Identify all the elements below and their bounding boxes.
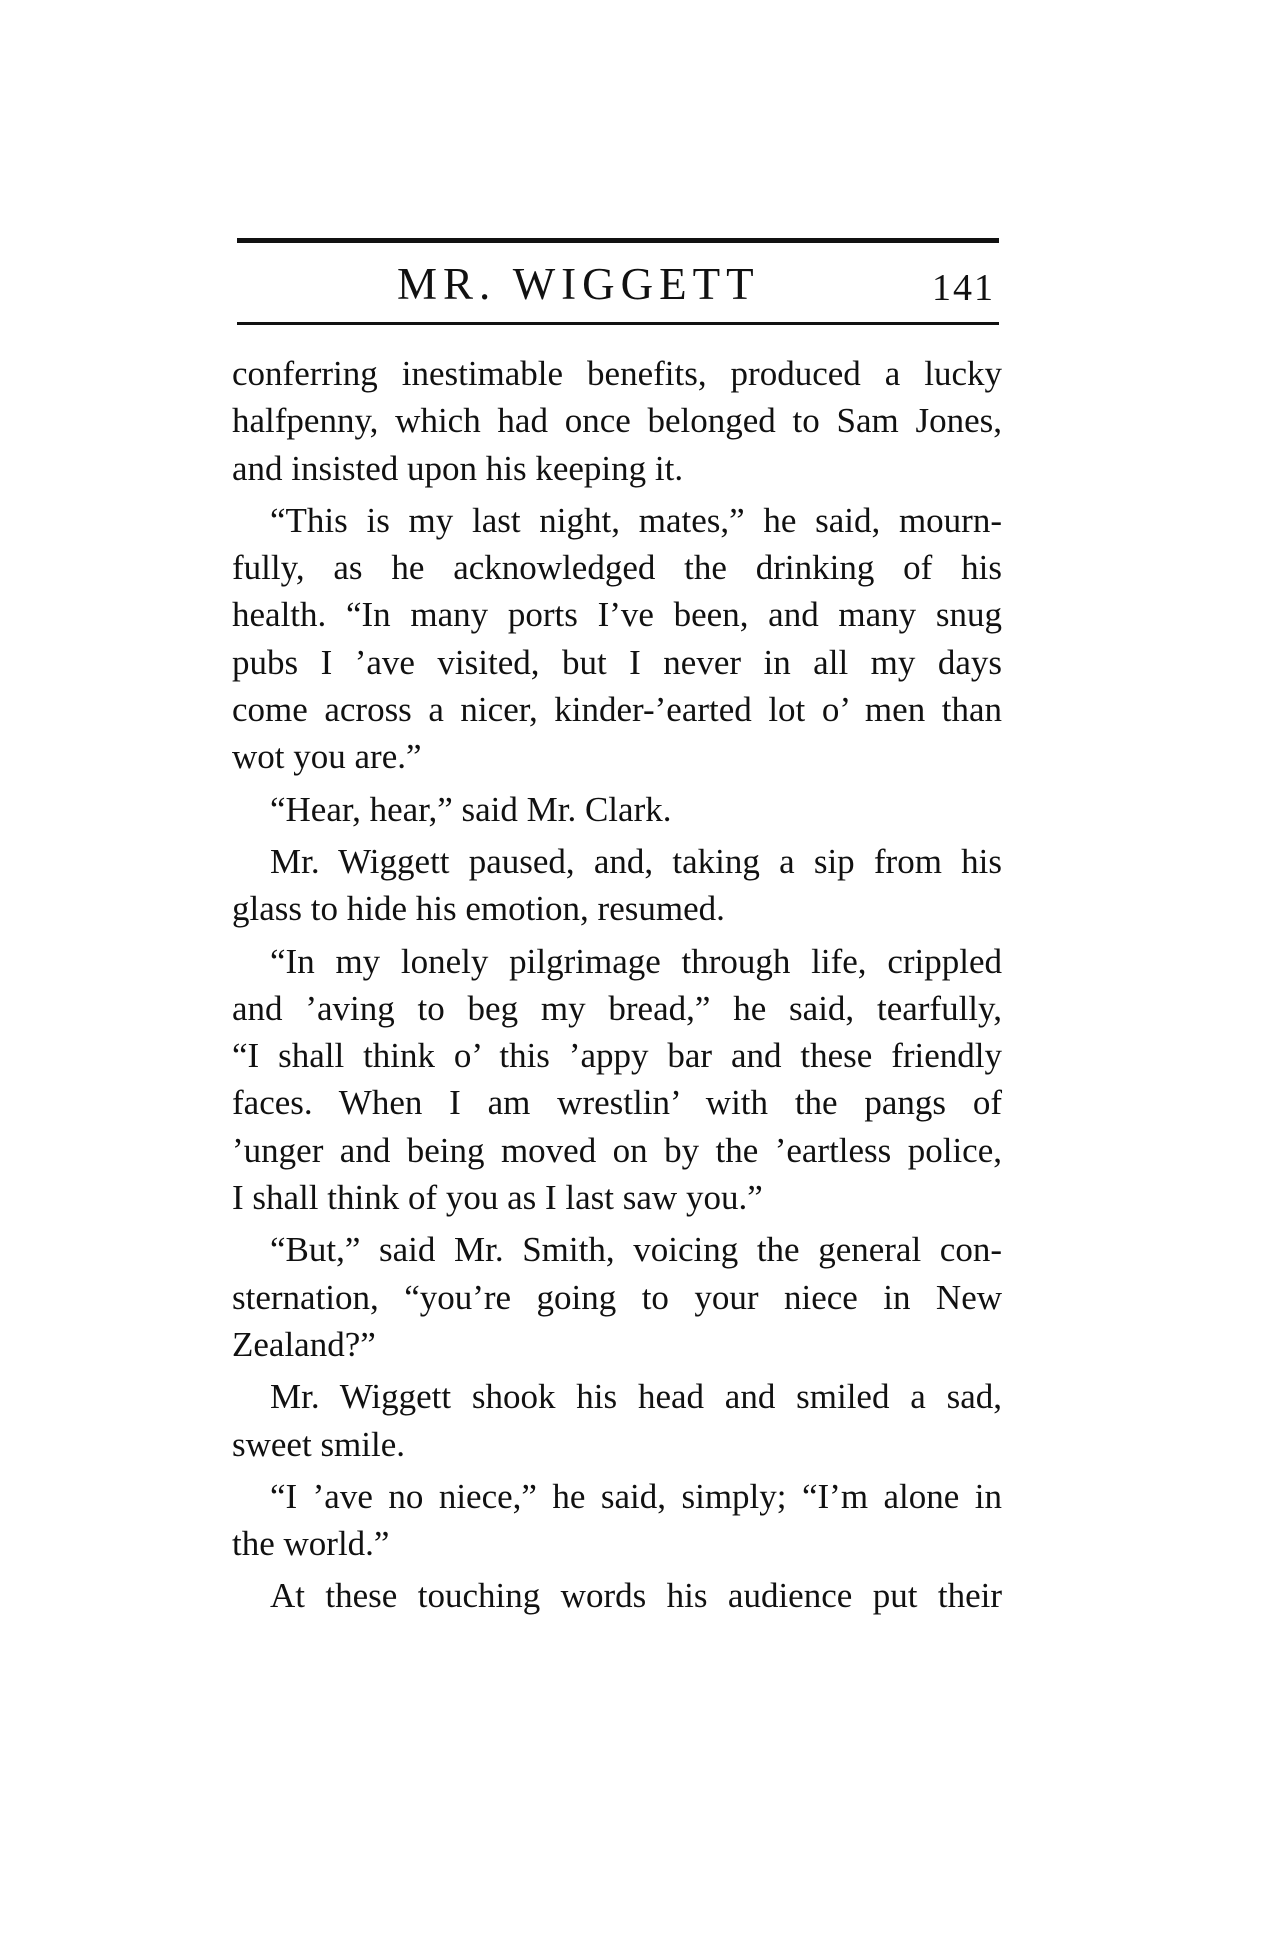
text-line: faces. When I am wrestlin’ with the pangs of bbox=[232, 1083, 1002, 1123]
text-line: “I shall think o’ this ’appy bar and these friendly bbox=[232, 1036, 1002, 1076]
text-line: wot you are.” bbox=[232, 737, 422, 777]
header-rule-top bbox=[237, 238, 999, 243]
text-line: come across a nicer, kinder-’earted lot o’ men than bbox=[232, 690, 1002, 730]
text-line: glass to hide his emotion, resumed. bbox=[232, 889, 725, 929]
text-line: I shall think of you as I last saw you.” bbox=[232, 1178, 763, 1218]
text-line: ’unger and being moved on by the ’eartless police, bbox=[232, 1130, 1002, 1170]
text-line: fully, as he acknowledged the drinking of his bbox=[232, 548, 1002, 588]
running-title: MR. WIGGETT bbox=[397, 259, 760, 309]
paragraph-first-line: “But,” said Mr. Smith, voicing the general con- bbox=[270, 1230, 1002, 1270]
text-line: conferring inestimable benefits, produced a lucky bbox=[232, 354, 1002, 393]
header-rule-bottom bbox=[237, 322, 999, 325]
text-line: and ’aving to beg my bread,” he said, tearfully, bbox=[232, 988, 1002, 1028]
text-line: sweet smile. bbox=[232, 1424, 406, 1464]
page-number: 141 bbox=[932, 267, 995, 309]
paragraph-first-line: “This is my last night, mates,” he said, mourn- bbox=[270, 500, 1002, 540]
paragraph-first-line: “I ’ave no niece,” he said, simply; “I’m alone in bbox=[270, 1476, 1002, 1516]
text-line: Zealand?” bbox=[232, 1324, 376, 1364]
paragraph-first-line: Mr. Wiggett paused, and, taking a sip from his bbox=[270, 841, 1002, 881]
text-line: sternation, “you’re going to your niece in New bbox=[232, 1277, 1002, 1317]
text-line: health. “In many ports I’ve been, and many snug bbox=[232, 595, 1002, 635]
text-line: and insisted upon his keeping it. bbox=[232, 448, 684, 488]
running-head bbox=[237, 252, 999, 318]
paragraph-first-line: At these touching words his audience put their bbox=[270, 1576, 1002, 1616]
paragraph-first-line: “In my lonely pilgrimage through life, crippled bbox=[270, 941, 1002, 981]
paragraph-first-line: “Hear, hear,” said Mr. Clark. bbox=[270, 789, 672, 829]
body-text bbox=[232, 350, 1002, 1620]
text-line: pubs I ’ave visited, but I never in all my days bbox=[232, 642, 1002, 682]
paragraph-first-line: Mr. Wiggett shook his head and smiled a sad, bbox=[270, 1377, 1002, 1417]
text-line: halfpenny, which had once belonged to Sam Jones, bbox=[232, 401, 1002, 441]
text-line: the world.” bbox=[232, 1524, 390, 1564]
